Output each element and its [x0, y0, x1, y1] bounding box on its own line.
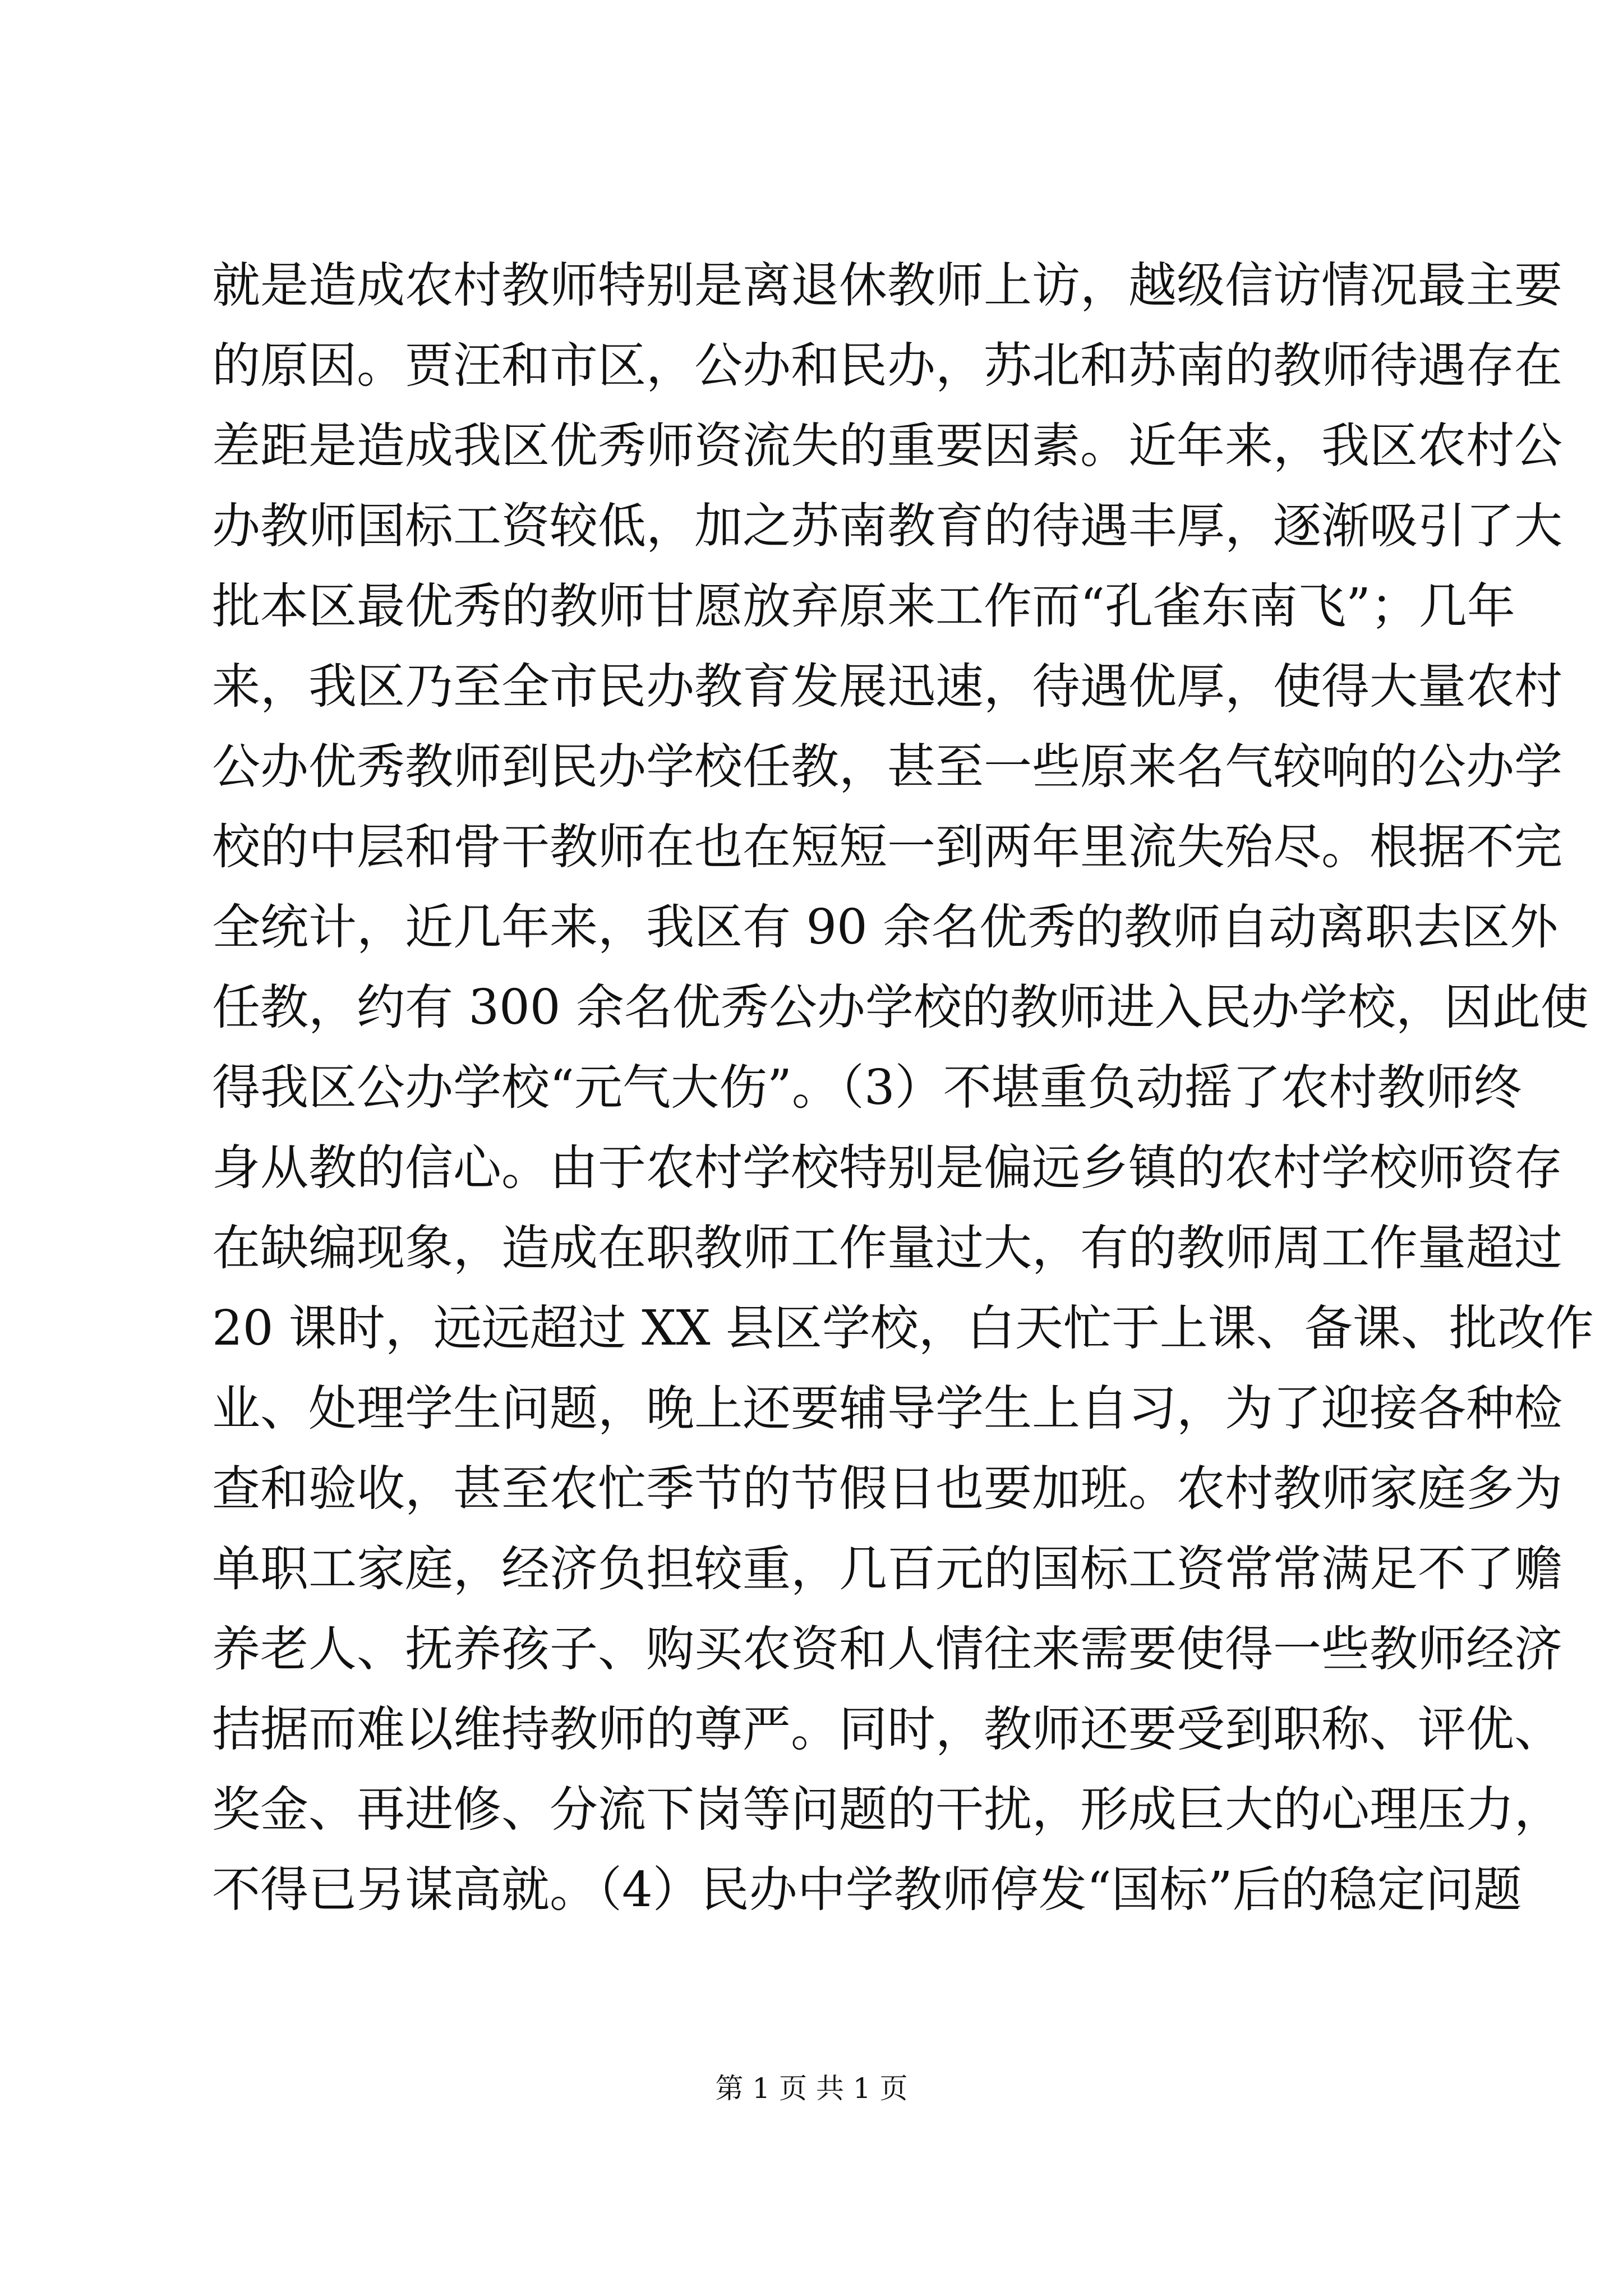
text-line: 任教，约有 300 余名优秀公办学校的教师进入民办学校，因此使: [212, 979, 1589, 1036]
text-line: 20 课时，远远超过 XX 县区学校，白天忙于上课、备课、批改作: [212, 1300, 1594, 1356]
text-line: 奖金、再进修、分流下岗等问题的干扰，形成巨大的心理压力，: [212, 1782, 1562, 1838]
text-line: 批本区最优秀的教师甘愿放弃原来工作而“孔雀东南飞”；几年: [212, 578, 1515, 634]
text-line: 身从教的信心。由于农村学校特别是偏远乡镇的农村学校师资存: [212, 1140, 1562, 1196]
text-line: 得我区公办学校“元气大伤”。（3）不堪重负动摇了农村教师终: [212, 1060, 1522, 1116]
text-line: 养老人、抚养孩子、购买农资和人情往来需要使得一些教师经济: [212, 1621, 1562, 1677]
text-line: 差距是造成我区优秀师资流失的重要因素。近年来，我区农村公: [212, 418, 1562, 474]
text-line: 拮据而难以维持教师的尊严。同时，教师还要受到职称、评优、: [212, 1701, 1562, 1757]
text-line: 查和验收，甚至农忙季节的节假日也要加班。农村教师家庭多为: [212, 1461, 1562, 1517]
body-paragraph: [212, 246, 1594, 1930]
text-line: 办教师国标工资较低，加之苏南教育的待遇丰厚，逐渐吸引了大: [212, 498, 1562, 554]
text-line: 的原因。贾汪和市区，公办和民办，苏北和苏南的教师待遇存在: [212, 338, 1562, 394]
text-line: 校的中层和骨干教师在也在短短一到两年里流失殆尽。根据不完: [212, 819, 1562, 875]
text-line: 全统计，近几年来，我区有 90 余名优秀的教师自动离职去区外: [212, 899, 1559, 955]
text-line: 在缺编现象，造成在职教师工作量过大，有的教师周工作量超过: [212, 1220, 1562, 1276]
text-line: 公办优秀教师到民办学校任教，甚至一些原来名气较响的公办学: [212, 739, 1562, 795]
text-line: 单职工家庭，经济负担较重，几百元的国标工资常常满足不了赡: [212, 1541, 1562, 1597]
page-number-footer: 第 1 页 共 1 页: [715, 2072, 908, 2105]
text-line: 业、处理学生问题，晚上还要辅导学生上自习，为了迎接各种检: [212, 1381, 1562, 1437]
text-line: 不得已另谋高就。（4）民办中学教师停发“国标”后的稳定问题: [212, 1862, 1522, 1918]
text-line: 就是造成农村教师特别是离退休教师上访，越级信访情况最主要: [212, 257, 1562, 314]
text-line: 来，我区乃至全市民办教育发展迅速，待遇优厚，使得大量农村: [212, 659, 1562, 715]
